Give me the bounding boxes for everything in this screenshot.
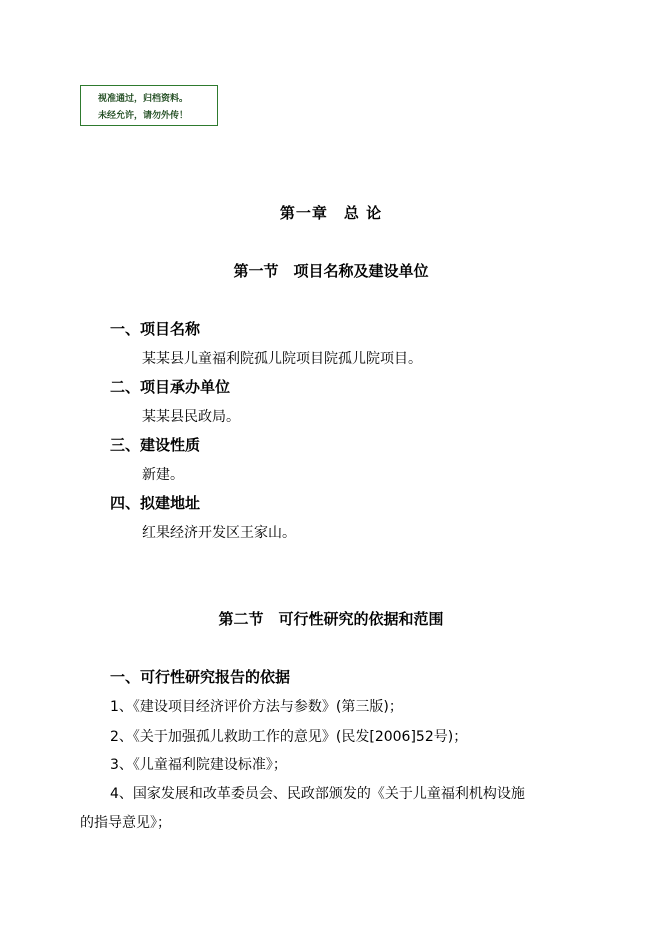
item-1-heading: 一、项目名称 bbox=[110, 320, 201, 338]
item-3-heading: 三、建设性质 bbox=[110, 436, 201, 454]
reference-4-line-1: 4、国家发展和改革委员会、民政部颁发的《关于儿童福利机构设施 bbox=[110, 786, 525, 802]
item-4-heading: 四、拟建地址 bbox=[110, 494, 201, 512]
stamp-line-2: 未经允许，请勿外传！ bbox=[98, 111, 189, 121]
reference-4-line-2: 的指导意见》； bbox=[80, 815, 171, 831]
item-2-body: 某某县民政局。 bbox=[142, 409, 240, 425]
reference-3: 3、《儿童福利院建设标准》； bbox=[110, 757, 287, 773]
reference-2: 2、《关于加强孤儿救助工作的意见》(民发[2006]52号)； bbox=[110, 729, 468, 745]
item-2-heading: 二、项目承办单位 bbox=[110, 378, 231, 396]
stamp-line-1: 视准通过，归档资料。 bbox=[98, 94, 189, 104]
item-4-body: 红果经济开发区王家山。 bbox=[142, 525, 296, 541]
item-3-body: 新建。 bbox=[142, 467, 184, 483]
reference-1: 1、《建设项目经济评价方法与参数》(第三版)； bbox=[110, 699, 403, 715]
item-1-body: 某某县儿童福利院孤儿院项目院孤儿院项目。 bbox=[142, 351, 422, 367]
section-2-subheading: 一、可行性研究报告的依据 bbox=[110, 668, 291, 686]
section-1-title: 第一节 项目名称及建设单位 bbox=[233, 262, 429, 280]
watermark-stamp bbox=[80, 85, 218, 126]
chapter-title: 第一章 总 论 bbox=[279, 204, 383, 222]
section-2-title: 第二节 可行性研究的依据和范围 bbox=[218, 610, 444, 628]
